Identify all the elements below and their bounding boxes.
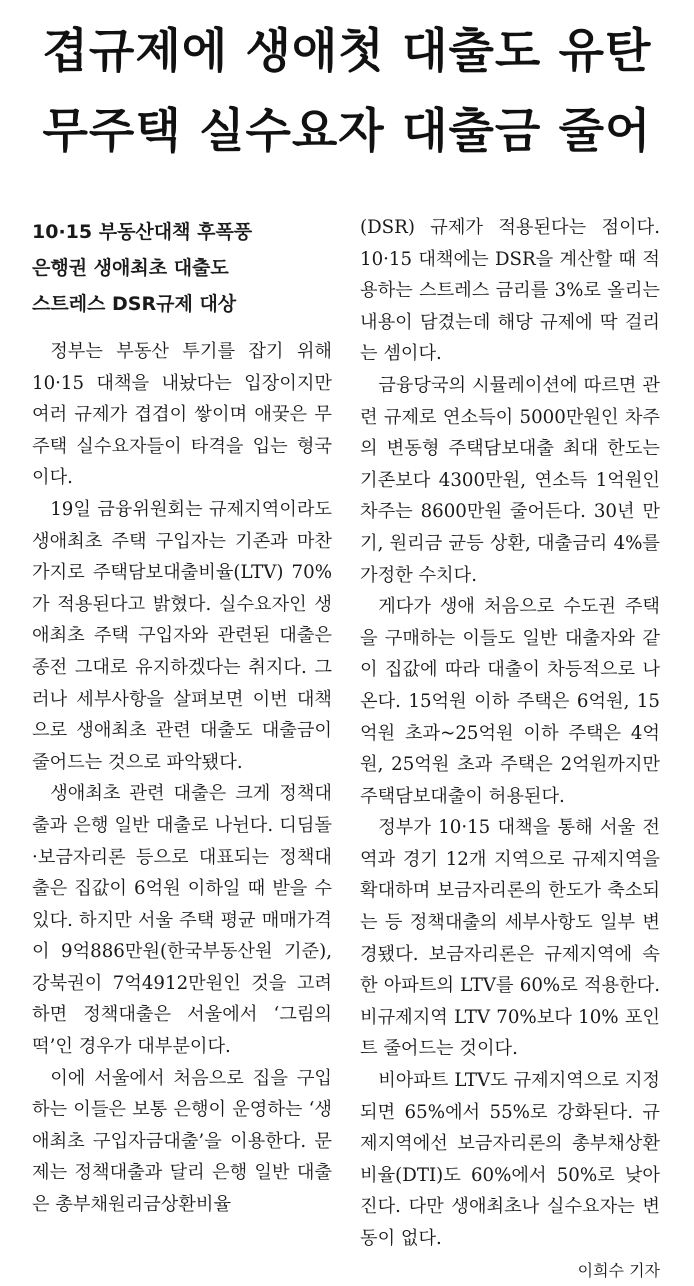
subheadline [32,212,332,322]
left-column [32,212,332,1221]
body-paragraph: 19일 금융위원회는 규제지역이라도 생애최초 주택 구입자는 기존과 마찬가지로 주택담보대출비율(LTV) 70%가 적용된다고 밝혔다. 실수요자인 생애최초 주택 구입자와 관련된 대출은 종전 그대로 유지하겠다는 취지다. 그러나 세부사항을 살펴보면 이번 대책으로 생애최초 관련 대출도 대출금이 줄어드는 것으로 파악됐다. [32,498,332,773]
headline-line-2: 무주택 실수요자 대출금 줄어 [42,104,652,159]
body-paragraph: (DSR) 규제가 적용된다는 점이다. 10·15 대책에는 DSR을 계산할 때 적용하는 스트레스 금리를 3%로 올리는 내용이 담겼는데 해당 규제에 딱 걸리는 셈이다. [360,217,660,365]
subheadline-line: 은행권 생애최초 대출도 [32,257,229,279]
byline: 이희수 기자 [577,1260,660,1280]
body-paragraph: 생애최초 관련 대출은 크게 정책대출과 은행 일반 대출로 나뉜다. 디딤돌·보금자리론 등으로 대표되는 정책대출은 집값이 6억원 이하일 때 받을 수 있다. 하지만 서울 주택 평균 매매가격이 9억886만원(한국부동산원 기준), 강북권이 7억4912만원인 것을 고려하면 정책대출은 서울에서 ‘그림의 떡’인 경우가 대부분이다. [32,783,332,1058]
body-paragraph: 게다가 생애 처음으로 수도권 주택을 구매하는 이들도 일반 대출자와 같이 집값에 따라 대출이 차등적으로 나온다. 15억원 이하 주택은 6억원, 15억원 초과~25억원 이하 주택은 4억원, 25억원 초과 주택은 2억원까지만 주택담보대출이 허용된다. [360,596,660,807]
subheadline-line: 10·15 부동산대책 후폭풍 [32,221,253,243]
body-paragraph: 비아파트 LTV도 규제지역으로 지정되면 65%에서 55%로 강화된다. 규제지역에선 보금자리론의 총부채상환비율(DTI)도 60%에서 50%로 낮아진다. 다만 생애최초나 실수요자는 변동이 없다. [360,1070,660,1249]
headline-line-1: 겹규제에 생애첫 대출도 유탄 [42,24,652,79]
body-paragraph: 정부가 10·15 대책을 통해 서울 전역과 경기 12개 지역으로 규제지역을 확대하며 보금자리론의 한도가 축소되는 등 정책대출의 세부사항도 일부 변경됐다. 보금자리론은 규제지역에 속한 아파트의 LTV를 60%로 적용한다. 비규제지역 LTV 70%보다 10% 포인트 줄어드는 것이다. [360,817,660,1060]
body-paragraph: 금융당국의 시뮬레이션에 따르면 관련 규제로 연소득이 5000만원인 차주의 변동형 주택담보대출 최대 한도는 기존보다 4300만원, 연소득 1억원인 차주는 8600만원 줄어든다. 30년 만기, 원리금 균등 상환, 대출금리 4%를 가정한 수치다. [360,374,660,586]
body-paragraph: 정부는 부동산 투기를 잡기 위해 10·15 대책을 내놨다는 입장이지만 여러 규제가 겹겹이 쌓이며 애꿎은 무주택 실수요자들이 타격을 입는 형국이다. [32,341,332,489]
right-column [360,212,660,1286]
subheadline-line: 스트레스 DSR규제 대상 [32,293,237,315]
body-paragraph: 이에 서울에서 처음으로 집을 구입하는 이들은 보통 은행이 운영하는 ‘생애최초 구입자금대출’을 이용한다. 문제는 정책대출과 달리 은행 일반 대출은 총부채원리금상환비율 [32,1067,332,1216]
